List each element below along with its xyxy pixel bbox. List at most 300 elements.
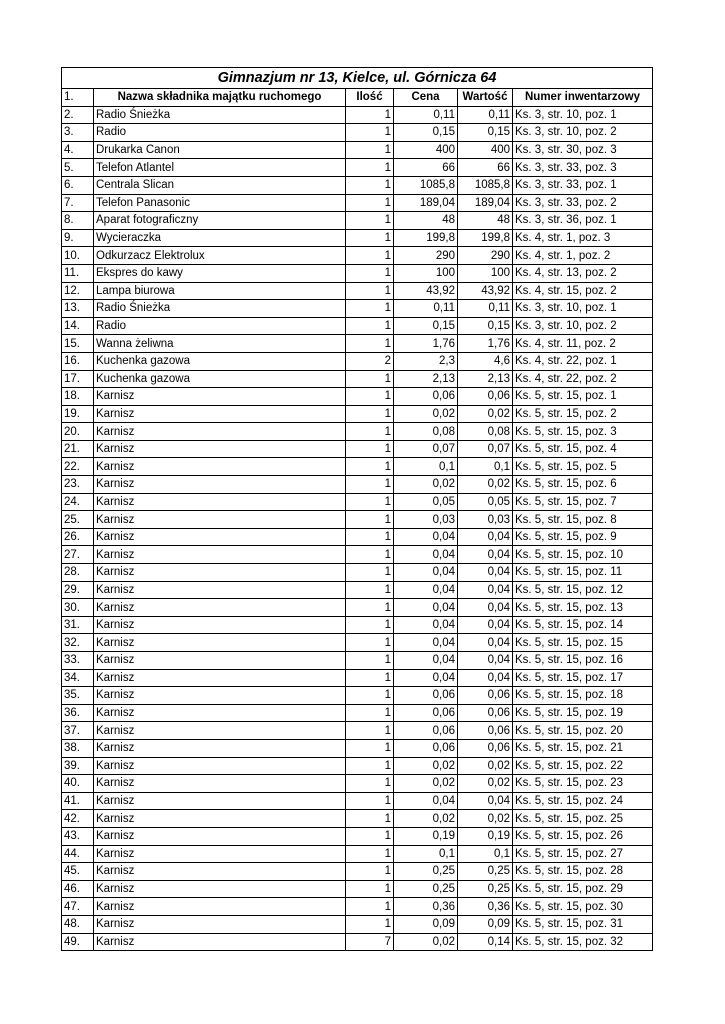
cell-price: 0,15 [394, 317, 458, 335]
cell-inventory-number: Ks. 5, str. 15, poz. 13 [513, 599, 653, 617]
cell-value: 2,13 [458, 370, 513, 388]
cell-value: 0,06 [458, 704, 513, 722]
inventory-table [61, 67, 653, 951]
table-row [62, 282, 653, 300]
cell-qty: 1 [346, 440, 394, 458]
cell-qty: 1 [346, 863, 394, 881]
cell-value: 66 [458, 159, 513, 177]
cell-value: 48 [458, 212, 513, 230]
cell-lp: 36. [62, 704, 94, 722]
cell-value: 0,04 [458, 669, 513, 687]
cell-qty: 1 [346, 511, 394, 529]
cell-qty: 1 [346, 757, 394, 775]
cell-inventory-number: Ks. 5, str. 15, poz. 11 [513, 564, 653, 582]
cell-price: 0,36 [394, 898, 458, 916]
cell-lp: 27. [62, 546, 94, 564]
cell-lp: 2. [62, 106, 94, 124]
cell-name: Karnisz [94, 898, 346, 916]
cell-lp: 45. [62, 863, 94, 881]
cell-qty: 1 [346, 423, 394, 441]
cell-lp: 31. [62, 616, 94, 634]
cell-name: Radio [94, 124, 346, 142]
cell-value: 0,08 [458, 423, 513, 441]
cell-value: 0,1 [458, 458, 513, 476]
cell-price: 0,04 [394, 564, 458, 582]
cell-value: 0,09 [458, 915, 513, 933]
cell-name: Radio Śnieżka [94, 106, 346, 124]
cell-name: Wanna żeliwna [94, 335, 346, 353]
cell-lp: 46. [62, 880, 94, 898]
cell-name: Karnisz [94, 388, 346, 406]
cell-price: 0,19 [394, 827, 458, 845]
table-row [62, 458, 653, 476]
cell-inventory-number: Ks. 5, str. 15, poz. 4 [513, 440, 653, 458]
cell-name: Karnisz [94, 845, 346, 863]
table-row [62, 652, 653, 670]
cell-name: Telefon Atlantel [94, 159, 346, 177]
cell-inventory-number: Ks. 5, str. 15, poz. 1 [513, 388, 653, 406]
cell-name: Karnisz [94, 880, 346, 898]
cell-inventory-number: Ks. 3, str. 30, poz. 3 [513, 141, 653, 159]
cell-name: Karnisz [94, 476, 346, 494]
cell-qty: 1 [346, 827, 394, 845]
cell-qty: 1 [346, 300, 394, 318]
cell-name: Karnisz [94, 687, 346, 705]
cell-inventory-number: Ks. 5, str. 15, poz. 21 [513, 739, 653, 757]
cell-inventory-number: Ks. 5, str. 15, poz. 26 [513, 827, 653, 845]
cell-value: 0,05 [458, 493, 513, 511]
cell-lp: 49. [62, 933, 94, 951]
cell-qty: 1 [346, 229, 394, 247]
cell-value: 0,06 [458, 388, 513, 406]
cell-qty: 7 [346, 933, 394, 951]
cell-inventory-number: Ks. 4, str. 22, poz. 2 [513, 370, 653, 388]
cell-price: 290 [394, 247, 458, 265]
cell-inventory-number: Ks. 3, str. 10, poz. 2 [513, 317, 653, 335]
header-inventory-number: Numer inwentarzowy [513, 89, 653, 107]
cell-name: Karnisz [94, 933, 346, 951]
cell-price: 1,76 [394, 335, 458, 353]
cell-qty: 1 [346, 282, 394, 300]
cell-price: 0,25 [394, 880, 458, 898]
cell-value: 0,06 [458, 739, 513, 757]
cell-lp: 47. [62, 898, 94, 916]
table-row [62, 827, 653, 845]
cell-lp: 35. [62, 687, 94, 705]
cell-inventory-number: Ks. 5, str. 15, poz. 3 [513, 423, 653, 441]
table-row [62, 159, 653, 177]
cell-qty: 1 [346, 704, 394, 722]
cell-price: 0,04 [394, 546, 458, 564]
table-row [62, 546, 653, 564]
cell-price: 0,04 [394, 792, 458, 810]
cell-lp: 41. [62, 792, 94, 810]
cell-lp: 6. [62, 176, 94, 194]
cell-value: 43,92 [458, 282, 513, 300]
cell-lp: 14. [62, 317, 94, 335]
page-title: Gimnazjum nr 13, Kielce, ul. Górnicza 64 [62, 68, 653, 89]
cell-price: 0,04 [394, 528, 458, 546]
cell-value: 0,11 [458, 106, 513, 124]
cell-value: 0,02 [458, 810, 513, 828]
cell-lp: 44. [62, 845, 94, 863]
cell-qty: 1 [346, 616, 394, 634]
table-row [62, 405, 653, 423]
cell-lp: 5. [62, 159, 94, 177]
cell-value: 0,1 [458, 845, 513, 863]
cell-qty: 1 [346, 599, 394, 617]
table-row [62, 247, 653, 265]
cell-qty: 1 [346, 634, 394, 652]
cell-lp: 9. [62, 229, 94, 247]
cell-price: 0,02 [394, 757, 458, 775]
table-row [62, 440, 653, 458]
cell-name: Karnisz [94, 581, 346, 599]
cell-price: 2,3 [394, 352, 458, 370]
cell-inventory-number: Ks. 3, str. 33, poz. 1 [513, 176, 653, 194]
cell-qty: 1 [346, 159, 394, 177]
cell-lp: 3. [62, 124, 94, 142]
cell-lp: 17. [62, 370, 94, 388]
cell-name: Karnisz [94, 722, 346, 740]
cell-lp: 34. [62, 669, 94, 687]
table-row [62, 300, 653, 318]
cell-value: 0,14 [458, 933, 513, 951]
cell-inventory-number: Ks. 3, str. 36, poz. 1 [513, 212, 653, 230]
cell-inventory-number: Ks. 4, str. 13, poz. 2 [513, 264, 653, 282]
cell-price: 0,02 [394, 810, 458, 828]
table-row [62, 915, 653, 933]
cell-lp: 39. [62, 757, 94, 775]
cell-lp: 21. [62, 440, 94, 458]
cell-inventory-number: Ks. 3, str. 33, poz. 3 [513, 159, 653, 177]
cell-price: 0,06 [394, 722, 458, 740]
cell-inventory-number: Ks. 5, str. 15, poz. 20 [513, 722, 653, 740]
header-qty: Ilość [346, 89, 394, 107]
cell-name: Radio Śnieżka [94, 300, 346, 318]
cell-value: 0,03 [458, 511, 513, 529]
cell-name: Karnisz [94, 915, 346, 933]
cell-lp: 26. [62, 528, 94, 546]
cell-qty: 1 [346, 546, 394, 564]
cell-qty: 1 [346, 458, 394, 476]
cell-lp: 8. [62, 212, 94, 230]
cell-value: 0,02 [458, 757, 513, 775]
cell-lp: 29. [62, 581, 94, 599]
cell-name: Karnisz [94, 704, 346, 722]
cell-price: 0,06 [394, 739, 458, 757]
cell-price: 400 [394, 141, 458, 159]
cell-name: Kuchenka gazowa [94, 370, 346, 388]
table-row [62, 581, 653, 599]
cell-qty: 1 [346, 581, 394, 599]
table-row [62, 564, 653, 582]
cell-inventory-number: Ks. 5, str. 15, poz. 15 [513, 634, 653, 652]
cell-lp: 12. [62, 282, 94, 300]
cell-value: 0,04 [458, 528, 513, 546]
cell-qty: 1 [346, 264, 394, 282]
table-row [62, 757, 653, 775]
cell-price: 0,02 [394, 476, 458, 494]
cell-lp: 22. [62, 458, 94, 476]
cell-inventory-number: Ks. 4, str. 1, poz. 2 [513, 247, 653, 265]
cell-lp: 24. [62, 493, 94, 511]
cell-value: 0,25 [458, 880, 513, 898]
table-row [62, 388, 653, 406]
cell-name: Karnisz [94, 599, 346, 617]
cell-value: 400 [458, 141, 513, 159]
cell-lp: 40. [62, 775, 94, 793]
cell-inventory-number: Ks. 4, str. 1, poz. 3 [513, 229, 653, 247]
cell-lp: 48. [62, 915, 94, 933]
cell-inventory-number: Ks. 5, str. 15, poz. 29 [513, 880, 653, 898]
cell-value: 0,04 [458, 652, 513, 670]
cell-inventory-number: Ks. 5, str. 15, poz. 27 [513, 845, 653, 863]
table-row [62, 880, 653, 898]
cell-price: 66 [394, 159, 458, 177]
table-row [62, 106, 653, 124]
cell-qty: 1 [346, 915, 394, 933]
cell-inventory-number: Ks. 5, str. 15, poz. 8 [513, 511, 653, 529]
cell-price: 0,02 [394, 775, 458, 793]
cell-inventory-number: Ks. 5, str. 15, poz. 30 [513, 898, 653, 916]
cell-name: Ekspres do kawy [94, 264, 346, 282]
cell-price: 0,05 [394, 493, 458, 511]
cell-qty: 1 [346, 335, 394, 353]
cell-qty: 1 [346, 528, 394, 546]
cell-inventory-number: Ks. 5, str. 15, poz. 10 [513, 546, 653, 564]
cell-name: Karnisz [94, 458, 346, 476]
cell-qty: 1 [346, 247, 394, 265]
cell-qty: 1 [346, 845, 394, 863]
cell-lp: 38. [62, 739, 94, 757]
cell-price: 0,04 [394, 599, 458, 617]
cell-value: 0,02 [458, 775, 513, 793]
cell-name: Karnisz [94, 616, 346, 634]
cell-inventory-number: Ks. 5, str. 15, poz. 5 [513, 458, 653, 476]
cell-qty: 1 [346, 106, 394, 124]
cell-value: 100 [458, 264, 513, 282]
cell-value: 0,11 [458, 300, 513, 318]
cell-inventory-number: Ks. 5, str. 15, poz. 22 [513, 757, 653, 775]
cell-name: Wycieraczka [94, 229, 346, 247]
table-row [62, 528, 653, 546]
cell-inventory-number: Ks. 4, str. 15, poz. 2 [513, 282, 653, 300]
cell-name: Lampa biurowa [94, 282, 346, 300]
cell-qty: 1 [346, 141, 394, 159]
cell-value: 1,76 [458, 335, 513, 353]
cell-qty: 1 [346, 370, 394, 388]
cell-name: Karnisz [94, 528, 346, 546]
cell-qty: 1 [346, 792, 394, 810]
cell-price: 189,04 [394, 194, 458, 212]
cell-lp: 33. [62, 652, 94, 670]
cell-name: Kuchenka gazowa [94, 352, 346, 370]
cell-value: 290 [458, 247, 513, 265]
cell-qty: 1 [346, 669, 394, 687]
cell-name: Karnisz [94, 757, 346, 775]
cell-price: 0,25 [394, 863, 458, 881]
cell-inventory-number: Ks. 5, str. 15, poz. 12 [513, 581, 653, 599]
cell-inventory-number: Ks. 5, str. 15, poz. 23 [513, 775, 653, 793]
cell-price: 0,11 [394, 106, 458, 124]
table-row [62, 722, 653, 740]
cell-value: 189,04 [458, 194, 513, 212]
cell-qty: 1 [346, 880, 394, 898]
cell-qty: 2 [346, 352, 394, 370]
cell-price: 0,04 [394, 634, 458, 652]
cell-name: Karnisz [94, 493, 346, 511]
cell-inventory-number: Ks. 5, str. 15, poz. 28 [513, 863, 653, 881]
cell-lp: 32. [62, 634, 94, 652]
cell-price: 199,8 [394, 229, 458, 247]
cell-price: 0,04 [394, 616, 458, 634]
cell-value: 4,6 [458, 352, 513, 370]
cell-qty: 1 [346, 898, 394, 916]
table-row [62, 687, 653, 705]
cell-qty: 1 [346, 388, 394, 406]
cell-lp: 19. [62, 405, 94, 423]
table-row [62, 423, 653, 441]
header-lp: 1. [62, 89, 94, 107]
cell-value: 0,15 [458, 124, 513, 142]
cell-name: Karnisz [94, 405, 346, 423]
table-row [62, 933, 653, 951]
cell-inventory-number: Ks. 5, str. 15, poz. 17 [513, 669, 653, 687]
cell-value: 0,25 [458, 863, 513, 881]
cell-inventory-number: Ks. 4, str. 11, poz. 2 [513, 335, 653, 353]
table-row [62, 264, 653, 282]
cell-value: 0,04 [458, 616, 513, 634]
table-row [62, 335, 653, 353]
cell-inventory-number: Ks. 5, str. 15, poz. 14 [513, 616, 653, 634]
table-row [62, 898, 653, 916]
cell-inventory-number: Ks. 3, str. 10, poz. 1 [513, 106, 653, 124]
cell-lp: 43. [62, 827, 94, 845]
cell-qty: 1 [346, 176, 394, 194]
cell-price: 0,04 [394, 652, 458, 670]
table-row [62, 194, 653, 212]
table-row [62, 616, 653, 634]
cell-lp: 42. [62, 810, 94, 828]
cell-price: 0,08 [394, 423, 458, 441]
cell-price: 0,06 [394, 687, 458, 705]
cell-value: 0,04 [458, 564, 513, 582]
table-row [62, 212, 653, 230]
table-row [62, 810, 653, 828]
cell-name: Karnisz [94, 792, 346, 810]
table-row [62, 176, 653, 194]
cell-price: 0,1 [394, 845, 458, 863]
cell-inventory-number: Ks. 5, str. 15, poz. 18 [513, 687, 653, 705]
cell-value: 0,02 [458, 476, 513, 494]
cell-price: 0,03 [394, 511, 458, 529]
table-row [62, 124, 653, 142]
cell-qty: 1 [346, 317, 394, 335]
cell-inventory-number: Ks. 5, str. 15, poz. 19 [513, 704, 653, 722]
cell-name: Karnisz [94, 634, 346, 652]
cell-name: Karnisz [94, 652, 346, 670]
cell-inventory-number: Ks. 5, str. 15, poz. 6 [513, 476, 653, 494]
cell-value: 0,15 [458, 317, 513, 335]
cell-name: Karnisz [94, 423, 346, 441]
cell-inventory-number: Ks. 5, str. 15, poz. 25 [513, 810, 653, 828]
cell-lp: 20. [62, 423, 94, 441]
cell-qty: 1 [346, 810, 394, 828]
table-row [62, 845, 653, 863]
cell-name: Karnisz [94, 827, 346, 845]
cell-name: Centrala Slican [94, 176, 346, 194]
table-row [62, 739, 653, 757]
cell-price: 0,04 [394, 669, 458, 687]
cell-name: Karnisz [94, 440, 346, 458]
cell-name: Karnisz [94, 546, 346, 564]
cell-lp: 25. [62, 511, 94, 529]
cell-qty: 1 [346, 775, 394, 793]
table-row [62, 863, 653, 881]
cell-price: 1085,8 [394, 176, 458, 194]
cell-name: Aparat fotograficzny [94, 212, 346, 230]
cell-lp: 10. [62, 247, 94, 265]
cell-inventory-number: Ks. 3, str. 10, poz. 1 [513, 300, 653, 318]
cell-name: Karnisz [94, 669, 346, 687]
cell-price: 0,02 [394, 933, 458, 951]
cell-name: Karnisz [94, 564, 346, 582]
table-row [62, 775, 653, 793]
cell-name: Telefon Panasonic [94, 194, 346, 212]
cell-inventory-number: Ks. 3, str. 33, poz. 2 [513, 194, 653, 212]
title-row [62, 68, 653, 89]
cell-inventory-number: Ks. 4, str. 22, poz. 1 [513, 352, 653, 370]
table-row [62, 317, 653, 335]
cell-qty: 1 [346, 493, 394, 511]
cell-inventory-number: Ks. 5, str. 15, poz. 31 [513, 915, 653, 933]
header-value: Wartość [458, 89, 513, 107]
cell-price: 0,1 [394, 458, 458, 476]
table-row [62, 370, 653, 388]
cell-qty: 1 [346, 687, 394, 705]
cell-price: 0,11 [394, 300, 458, 318]
cell-price: 0,07 [394, 440, 458, 458]
cell-name: Drukarka Canon [94, 141, 346, 159]
cell-lp: 11. [62, 264, 94, 282]
cell-value: 0,04 [458, 581, 513, 599]
cell-inventory-number: Ks. 5, str. 15, poz. 24 [513, 792, 653, 810]
table-row [62, 493, 653, 511]
cell-qty: 1 [346, 124, 394, 142]
cell-name: Karnisz [94, 775, 346, 793]
cell-lp: 28. [62, 564, 94, 582]
cell-value: 0,02 [458, 405, 513, 423]
cell-price: 0,06 [394, 388, 458, 406]
cell-lp: 4. [62, 141, 94, 159]
cell-name: Radio [94, 317, 346, 335]
cell-name: Odkurzacz Elektrolux [94, 247, 346, 265]
cell-qty: 1 [346, 405, 394, 423]
cell-lp: 7. [62, 194, 94, 212]
cell-name: Karnisz [94, 863, 346, 881]
table-row [62, 229, 653, 247]
cell-inventory-number: Ks. 5, str. 15, poz. 2 [513, 405, 653, 423]
cell-price: 0,02 [394, 405, 458, 423]
cell-price: 0,06 [394, 704, 458, 722]
cell-value: 0,04 [458, 599, 513, 617]
cell-name: Karnisz [94, 739, 346, 757]
cell-qty: 1 [346, 212, 394, 230]
cell-value: 0,04 [458, 546, 513, 564]
cell-value: 1085,8 [458, 176, 513, 194]
cell-qty: 1 [346, 722, 394, 740]
